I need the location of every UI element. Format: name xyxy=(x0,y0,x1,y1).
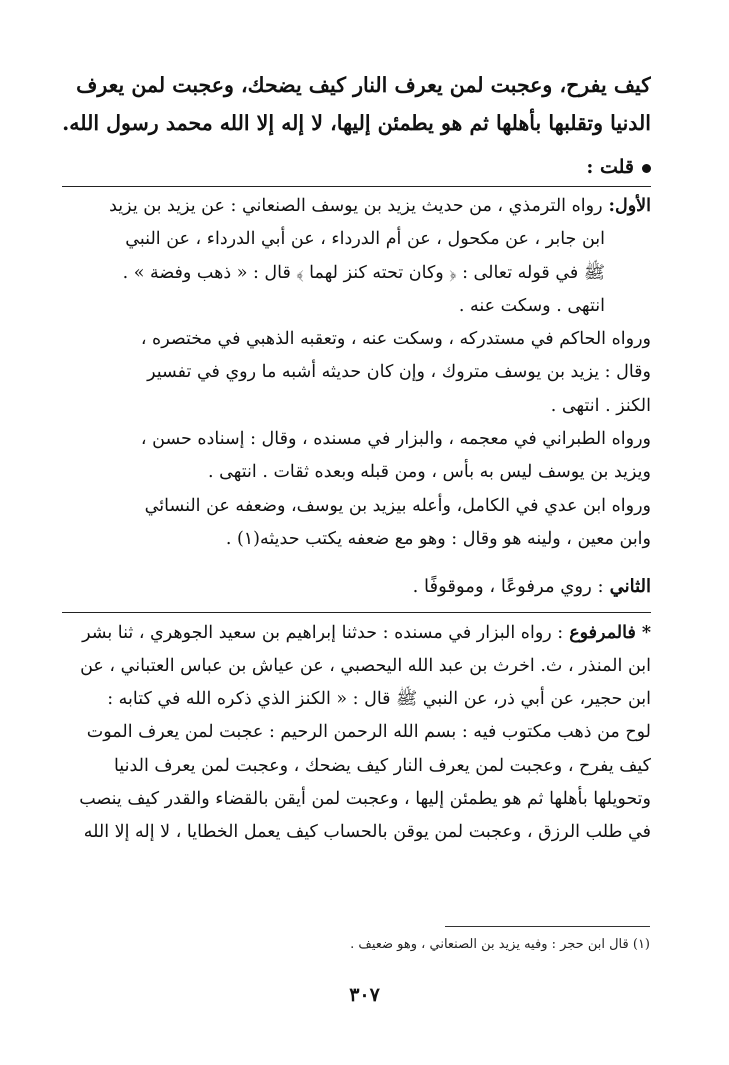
opening-line-2: الدنيا وتقلبها بأهلها ثم هو يطمئن إليها، لا إله إلا الله محمد رسول الله. xyxy=(62,111,651,135)
opening-line-1: كيف يفرح، وعجبت لمن يعرف النار كيف يضحك، وعجبت لمن يعرف xyxy=(76,73,651,97)
section-second xyxy=(62,570,651,603)
page-number: ٣٠٧ xyxy=(349,984,380,1006)
third-label: فالمرفوع xyxy=(569,622,636,643)
third-line-4: لوح من ذهب مكتوب فيه : بسم الله الرحمن الرحيم : عجبت لمن يعرف الموت xyxy=(86,722,651,743)
second-line xyxy=(62,570,651,603)
hakim-line-2: وقال : يزيد بن يوسف متروك ، وإن كان حديثه أشبه ما روي في تفسير xyxy=(147,362,651,383)
tabarani-line-2: ويزيد بن يوسف ليس به بأس ، ومن قبله وبعده ثقات . انتهى . xyxy=(207,462,651,483)
qult-label: قلت : xyxy=(586,156,634,178)
first-label: الأول: xyxy=(608,196,651,216)
third-line-7: في طلب الرزق ، وعجبت لمن يوقن بالحساب كيف يعمل الخطايا ، لا إله إلا الله xyxy=(83,822,651,843)
third-line-2: ابن المنذر ، ث. اخرث بن عبد الله اليحصبي ، عن عياش بن عباس العتباني ، عن xyxy=(80,655,651,676)
footnote: (١) قال ابن حجر : وفيه يزيد بن الصنعاني ، وهو ضعيف . xyxy=(350,937,650,952)
first-line-1-text: رواه الترمذي ، من حديث يزيد بن يوسف الصنعاني : عن يزيد بن يزيد xyxy=(109,196,603,216)
first-line-3: ﷺ في قوله تعالى : ﴿ وكان تحته كنز لهما ﴾ قال : « ذهب وفضة » . xyxy=(122,262,605,283)
third-line-1 xyxy=(62,617,651,650)
adi-line-2: وابن معين ، ولينه هو وقال : وهو مع ضعفه يكتب حديثه(١) . xyxy=(225,528,651,549)
page-body xyxy=(62,66,651,850)
adi-line-1: ورواه ابن عدي في الكامل، وأعله بيزيد بن يوسف، وضعفه عن النسائي xyxy=(144,495,651,516)
hakim-line-3: الكنز . انتهى . xyxy=(550,395,651,416)
section-first xyxy=(62,186,651,556)
footnote-divider xyxy=(445,926,650,927)
section-third xyxy=(62,612,651,850)
tabarani-line-1: ورواه الطبراني في معجمه ، والبزار في مسنده ، وقال : إسناده حسن ، xyxy=(140,429,651,450)
third-line-5: كيف يفرح ، وعجبت لمن يعرف النار كيف يضحك ، وعجبت لمن يعرف الدنيا xyxy=(113,755,651,776)
second-text: : روي مرفوعًا ، وموقوفًا . xyxy=(412,576,604,598)
second-label: الثاني xyxy=(609,576,651,598)
third-line-1-text: : رواه البزار في مسنده : حدثنا إبراهيم بن سعيد الجوهري ، ثنا بشر xyxy=(82,622,564,643)
opening-passage xyxy=(62,66,651,142)
bullet-icon xyxy=(642,164,651,173)
first-line-2: ابن جابر ، عن مكحول ، عن أم الدرداء ، عن أبي الدرداء ، عن النبي xyxy=(125,229,605,250)
third-line-6: وتحويلها بأهلها ثم هو يطمئن إليها ، وعجبت لمن أيقن بالقضاء والقدر كيف ينصب xyxy=(79,789,651,810)
first-line-4: انتهى . وسكت عنه . xyxy=(458,295,605,316)
hakim-line-1: ورواه الحاكم في مستدركه ، وسكت عنه ، وتعقبه الذهبي في مختصره ، xyxy=(140,329,651,350)
first-line-1 xyxy=(62,190,651,223)
third-line-3: ابن حجير، عن أبي ذر، عن النبي ﷺ قال : « الكنز الذي ذكره الله في كتابه : xyxy=(107,689,651,710)
asterisk-icon: * xyxy=(641,622,651,643)
qult-heading xyxy=(62,150,651,184)
